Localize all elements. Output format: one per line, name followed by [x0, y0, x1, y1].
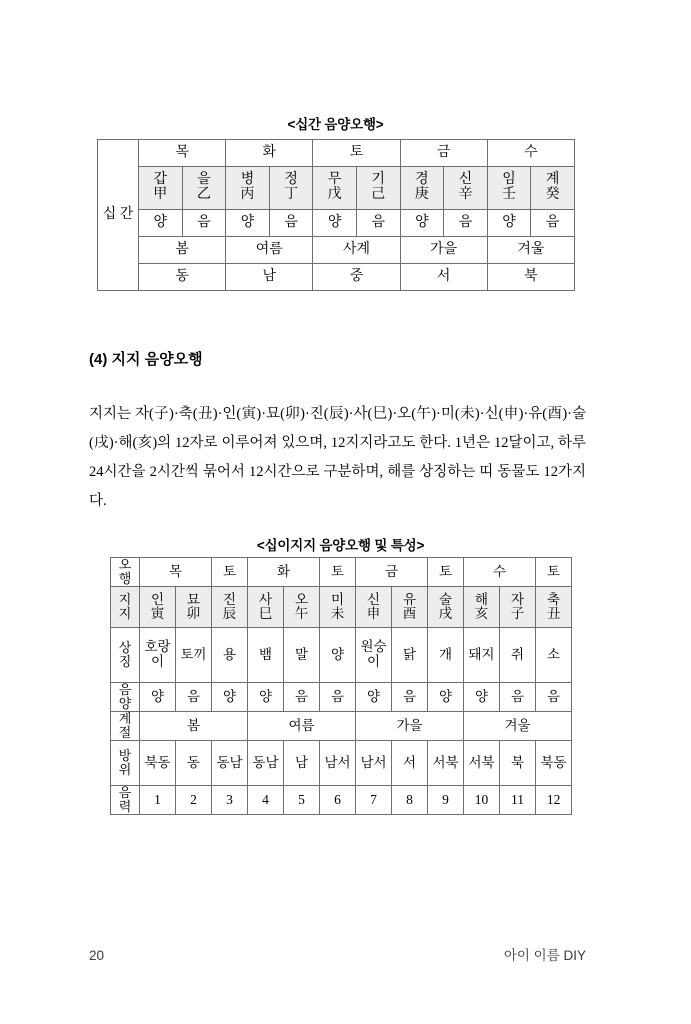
- cell-lunar-month: 11: [500, 786, 536, 815]
- cell-direction: 서북: [464, 741, 500, 786]
- cell-lunar-month: 9: [428, 786, 464, 815]
- stem-hangul: 기: [371, 172, 386, 188]
- cell-yinyang: 음: [531, 210, 575, 237]
- branch-hanja: 亥: [474, 606, 489, 622]
- cell-symbol: 호랑이: [140, 628, 176, 683]
- branch-hanja: 戌: [438, 606, 453, 622]
- branch-hanja: 申: [366, 606, 381, 622]
- cell-yinyang: 음: [444, 210, 488, 237]
- cell-branch: [536, 587, 572, 628]
- table-row: [111, 587, 572, 628]
- branch-hanja: 未: [330, 606, 345, 622]
- cell-direction: 북동: [536, 741, 572, 786]
- sibijiji-table-container: [110, 557, 572, 815]
- cell-yinyang: 양: [248, 683, 284, 712]
- cell-ohaeng: 수: [464, 558, 536, 587]
- stem-hanja: 壬: [502, 187, 517, 202]
- cell-lunar-month: 8: [392, 786, 428, 815]
- branch-hanja: 丑: [546, 606, 561, 622]
- stem-hangul: 경: [415, 172, 429, 188]
- cell-stem: [487, 167, 531, 210]
- cell-yinyang: 양: [487, 210, 531, 237]
- cell-stem: [182, 167, 226, 210]
- table-row: [98, 210, 575, 237]
- row-label-symbol: 상 징: [111, 628, 140, 683]
- sipgan-table: [97, 139, 575, 291]
- stem-hangul: 임: [502, 172, 516, 188]
- cell-direction: 남: [284, 741, 320, 786]
- row-label-ohaeng: 오 행: [111, 558, 140, 587]
- cell-yinyang: 음: [176, 683, 212, 712]
- branch-hangul: 진: [222, 591, 237, 607]
- stem-hanja: 辛: [458, 187, 473, 202]
- branch-hanja: 子: [510, 606, 525, 622]
- cell-symbol: 토끼: [176, 628, 212, 683]
- row-label-jiji: 지 지: [111, 587, 140, 628]
- cell-season: 겨울: [487, 237, 574, 264]
- stem-hanja: 丙: [240, 187, 255, 202]
- cell-stem: [400, 167, 444, 210]
- row-label-lunar: 음 력: [111, 786, 140, 815]
- cell-direction: 서북: [428, 741, 464, 786]
- cell-direction: 동: [139, 264, 226, 291]
- stem-hangul: 계: [545, 172, 560, 188]
- cell-yinyang: 음: [536, 683, 572, 712]
- cell-lunar-month: 7: [356, 786, 392, 815]
- cell-yinyang: 양: [226, 210, 270, 237]
- cell-season: 가을: [400, 237, 487, 264]
- cell-direction: 북동: [140, 741, 176, 786]
- cell-season: 가을: [356, 712, 464, 741]
- table-row: [111, 786, 572, 815]
- cell-element: 목: [139, 140, 226, 167]
- cell-direction: 남: [226, 264, 313, 291]
- table2-caption: <십이지지 음양오행 및 특성>: [256, 538, 425, 553]
- cell-symbol: 소: [536, 628, 572, 683]
- branch-hangul: 인: [150, 591, 165, 607]
- stem-hanja: 癸: [545, 187, 560, 202]
- stem-hangul: 무: [327, 172, 342, 188]
- row-label-yinyang: 음 양: [111, 683, 140, 712]
- cell-stem: [531, 167, 575, 210]
- cell-lunar-month: 1: [140, 786, 176, 815]
- cell-ohaeng: 목: [140, 558, 212, 587]
- table-row: [111, 712, 572, 741]
- cell-direction: 동남: [248, 741, 284, 786]
- stem-hanja: 乙: [196, 187, 211, 202]
- stem-hangul: 병: [240, 172, 255, 188]
- branch-hangul: 신: [367, 591, 381, 607]
- table1-caption: <십간 음양오행>: [287, 117, 384, 132]
- cell-element: 화: [226, 140, 313, 167]
- cell-branch: [140, 587, 176, 628]
- cell-yinyang: 양: [139, 210, 183, 237]
- sipgan-row-label: [98, 140, 139, 291]
- cell-yinyang: 음: [500, 683, 536, 712]
- cell-stem: [269, 167, 313, 210]
- cell-symbol: 뱀: [248, 628, 284, 683]
- page-number: 20: [89, 948, 105, 963]
- cell-symbol: 쥐: [500, 628, 536, 683]
- stem-hangul: 갑: [153, 172, 168, 188]
- cell-yinyang: 음: [320, 683, 356, 712]
- section-heading: (4) 지지 음양오행: [89, 351, 203, 368]
- cell-lunar-month: 3: [212, 786, 248, 815]
- cell-direction: 북: [487, 264, 574, 291]
- table-row: [98, 237, 575, 264]
- branch-hanja: 巳: [258, 606, 273, 622]
- stem-hanja: 甲: [153, 187, 168, 202]
- stem-hanja: 戊: [327, 187, 342, 202]
- row-label-line: 십 간: [102, 207, 134, 223]
- branch-hangul: 미: [331, 591, 345, 607]
- cell-lunar-month: 2: [176, 786, 212, 815]
- cell-branch: [248, 587, 284, 628]
- cell-yinyang: 양: [313, 210, 357, 237]
- branch-hangul: 사: [258, 591, 273, 607]
- cell-yinyang: 양: [400, 210, 444, 237]
- cell-symbol: 개: [428, 628, 464, 683]
- cell-branch: [320, 587, 356, 628]
- cell-branch: [212, 587, 248, 628]
- stem-hanja: 庚: [414, 187, 429, 202]
- cell-lunar-month: 10: [464, 786, 500, 815]
- cell-branch: [428, 587, 464, 628]
- cell-yinyang: 양: [428, 683, 464, 712]
- cell-stem: [444, 167, 488, 210]
- cell-yinyang: 양: [464, 683, 500, 712]
- cell-lunar-month: 5: [284, 786, 320, 815]
- branch-hangul: 해: [475, 591, 489, 607]
- cell-branch: [392, 587, 428, 628]
- cell-symbol: 원숭이: [356, 628, 392, 683]
- sipgan-table-container: [97, 139, 575, 291]
- stem-hanja: 己: [371, 187, 386, 202]
- cell-stem: [313, 167, 357, 210]
- cell-season: 봄: [139, 237, 226, 264]
- cell-symbol: 용: [212, 628, 248, 683]
- cell-branch: [464, 587, 500, 628]
- row-label-direction: 방 위: [111, 741, 140, 786]
- cell-yinyang: 양: [212, 683, 248, 712]
- cell-ohaeng: 토: [212, 558, 248, 587]
- branch-hangul: 축: [547, 591, 561, 607]
- cell-yinyang: 음: [392, 683, 428, 712]
- cell-direction: 중: [313, 264, 400, 291]
- stem-hangul: 정: [284, 172, 298, 188]
- table-row: [111, 741, 572, 786]
- stem-hangul: 신: [458, 172, 473, 188]
- cell-symbol: 말: [284, 628, 320, 683]
- cell-yinyang: 양: [140, 683, 176, 712]
- cell-season: 봄: [140, 712, 248, 741]
- table-row: [111, 683, 572, 712]
- cell-branch: [500, 587, 536, 628]
- branch-hanja: 酉: [402, 606, 417, 622]
- cell-ohaeng: 토: [428, 558, 464, 587]
- branch-hanja: 寅: [150, 606, 165, 622]
- branch-hangul: 오: [295, 591, 309, 607]
- cell-ohaeng: 토: [536, 558, 572, 587]
- cell-element: 수: [487, 140, 574, 167]
- cell-yinyang: 음: [284, 683, 320, 712]
- cell-yinyang: 양: [356, 683, 392, 712]
- table-row: [111, 628, 572, 683]
- cell-stem: [356, 167, 400, 210]
- table-row: [98, 167, 575, 210]
- cell-ohaeng: 토: [320, 558, 356, 587]
- branch-hanja: 辰: [222, 606, 237, 622]
- cell-symbol: 돼지: [464, 628, 500, 683]
- cell-direction: 남서: [356, 741, 392, 786]
- cell-season: 여름: [248, 712, 356, 741]
- table-row: [111, 558, 572, 587]
- cell-lunar-month: 6: [320, 786, 356, 815]
- row-label-season: 계 절: [111, 712, 140, 741]
- cell-lunar-month: 4: [248, 786, 284, 815]
- sibijiji-table: [110, 557, 572, 815]
- cell-element: 토: [313, 140, 400, 167]
- branch-hangul: 술: [439, 591, 453, 607]
- cell-stem: [226, 167, 270, 210]
- table-row: [98, 264, 575, 291]
- cell-season: 여름: [226, 237, 313, 264]
- branch-hanja: 卯: [186, 606, 201, 622]
- cell-symbol: 닭: [392, 628, 428, 683]
- branch-hangul: 자: [511, 591, 525, 607]
- branch-hangul: 유: [403, 591, 417, 607]
- cell-element: 금: [400, 140, 487, 167]
- cell-direction: 남서: [320, 741, 356, 786]
- cell-branch: [356, 587, 392, 628]
- cell-lunar-month: 12: [536, 786, 572, 815]
- branch-hanja: 午: [294, 606, 309, 622]
- cell-yinyang: 음: [182, 210, 226, 237]
- cell-direction: 동: [176, 741, 212, 786]
- cell-stem: [139, 167, 183, 210]
- cell-season: 겨울: [464, 712, 572, 741]
- cell-yinyang: 음: [356, 210, 400, 237]
- cell-branch: [176, 587, 212, 628]
- body-paragraph: 지지는 자(子)·축(丑)·인(寅)·묘(卯)·진(辰)·사(巳)·오(午)·미(未)·신(申)·유(酉)·술(戌)·해(亥)의 12자로 이루어져 있으며, 12지지라고도 한다. 1년은 12달이고, 하루 24시간을 2시간씩 묶어서 12시간으로 구분하며, 해를 상징하는 띠 동물도 12가지다.: [89, 406, 586, 509]
- cell-season: 사계: [313, 237, 400, 264]
- cell-direction: 북: [500, 741, 536, 786]
- cell-direction: 서: [400, 264, 487, 291]
- table-row: [98, 140, 575, 167]
- branch-hangul: 묘: [186, 591, 201, 607]
- cell-symbol: 양: [320, 628, 356, 683]
- page-footer: [89, 944, 586, 964]
- cell-direction: 동남: [212, 741, 248, 786]
- cell-ohaeng: 화: [248, 558, 320, 587]
- stem-hangul: 을: [197, 172, 211, 188]
- cell-yinyang: 음: [269, 210, 313, 237]
- running-title: 아이 이름 DIY: [503, 948, 586, 963]
- cell-branch: [284, 587, 320, 628]
- cell-ohaeng: 금: [356, 558, 428, 587]
- stem-hanja: 丁: [284, 187, 299, 202]
- cell-direction: 서: [392, 741, 428, 786]
